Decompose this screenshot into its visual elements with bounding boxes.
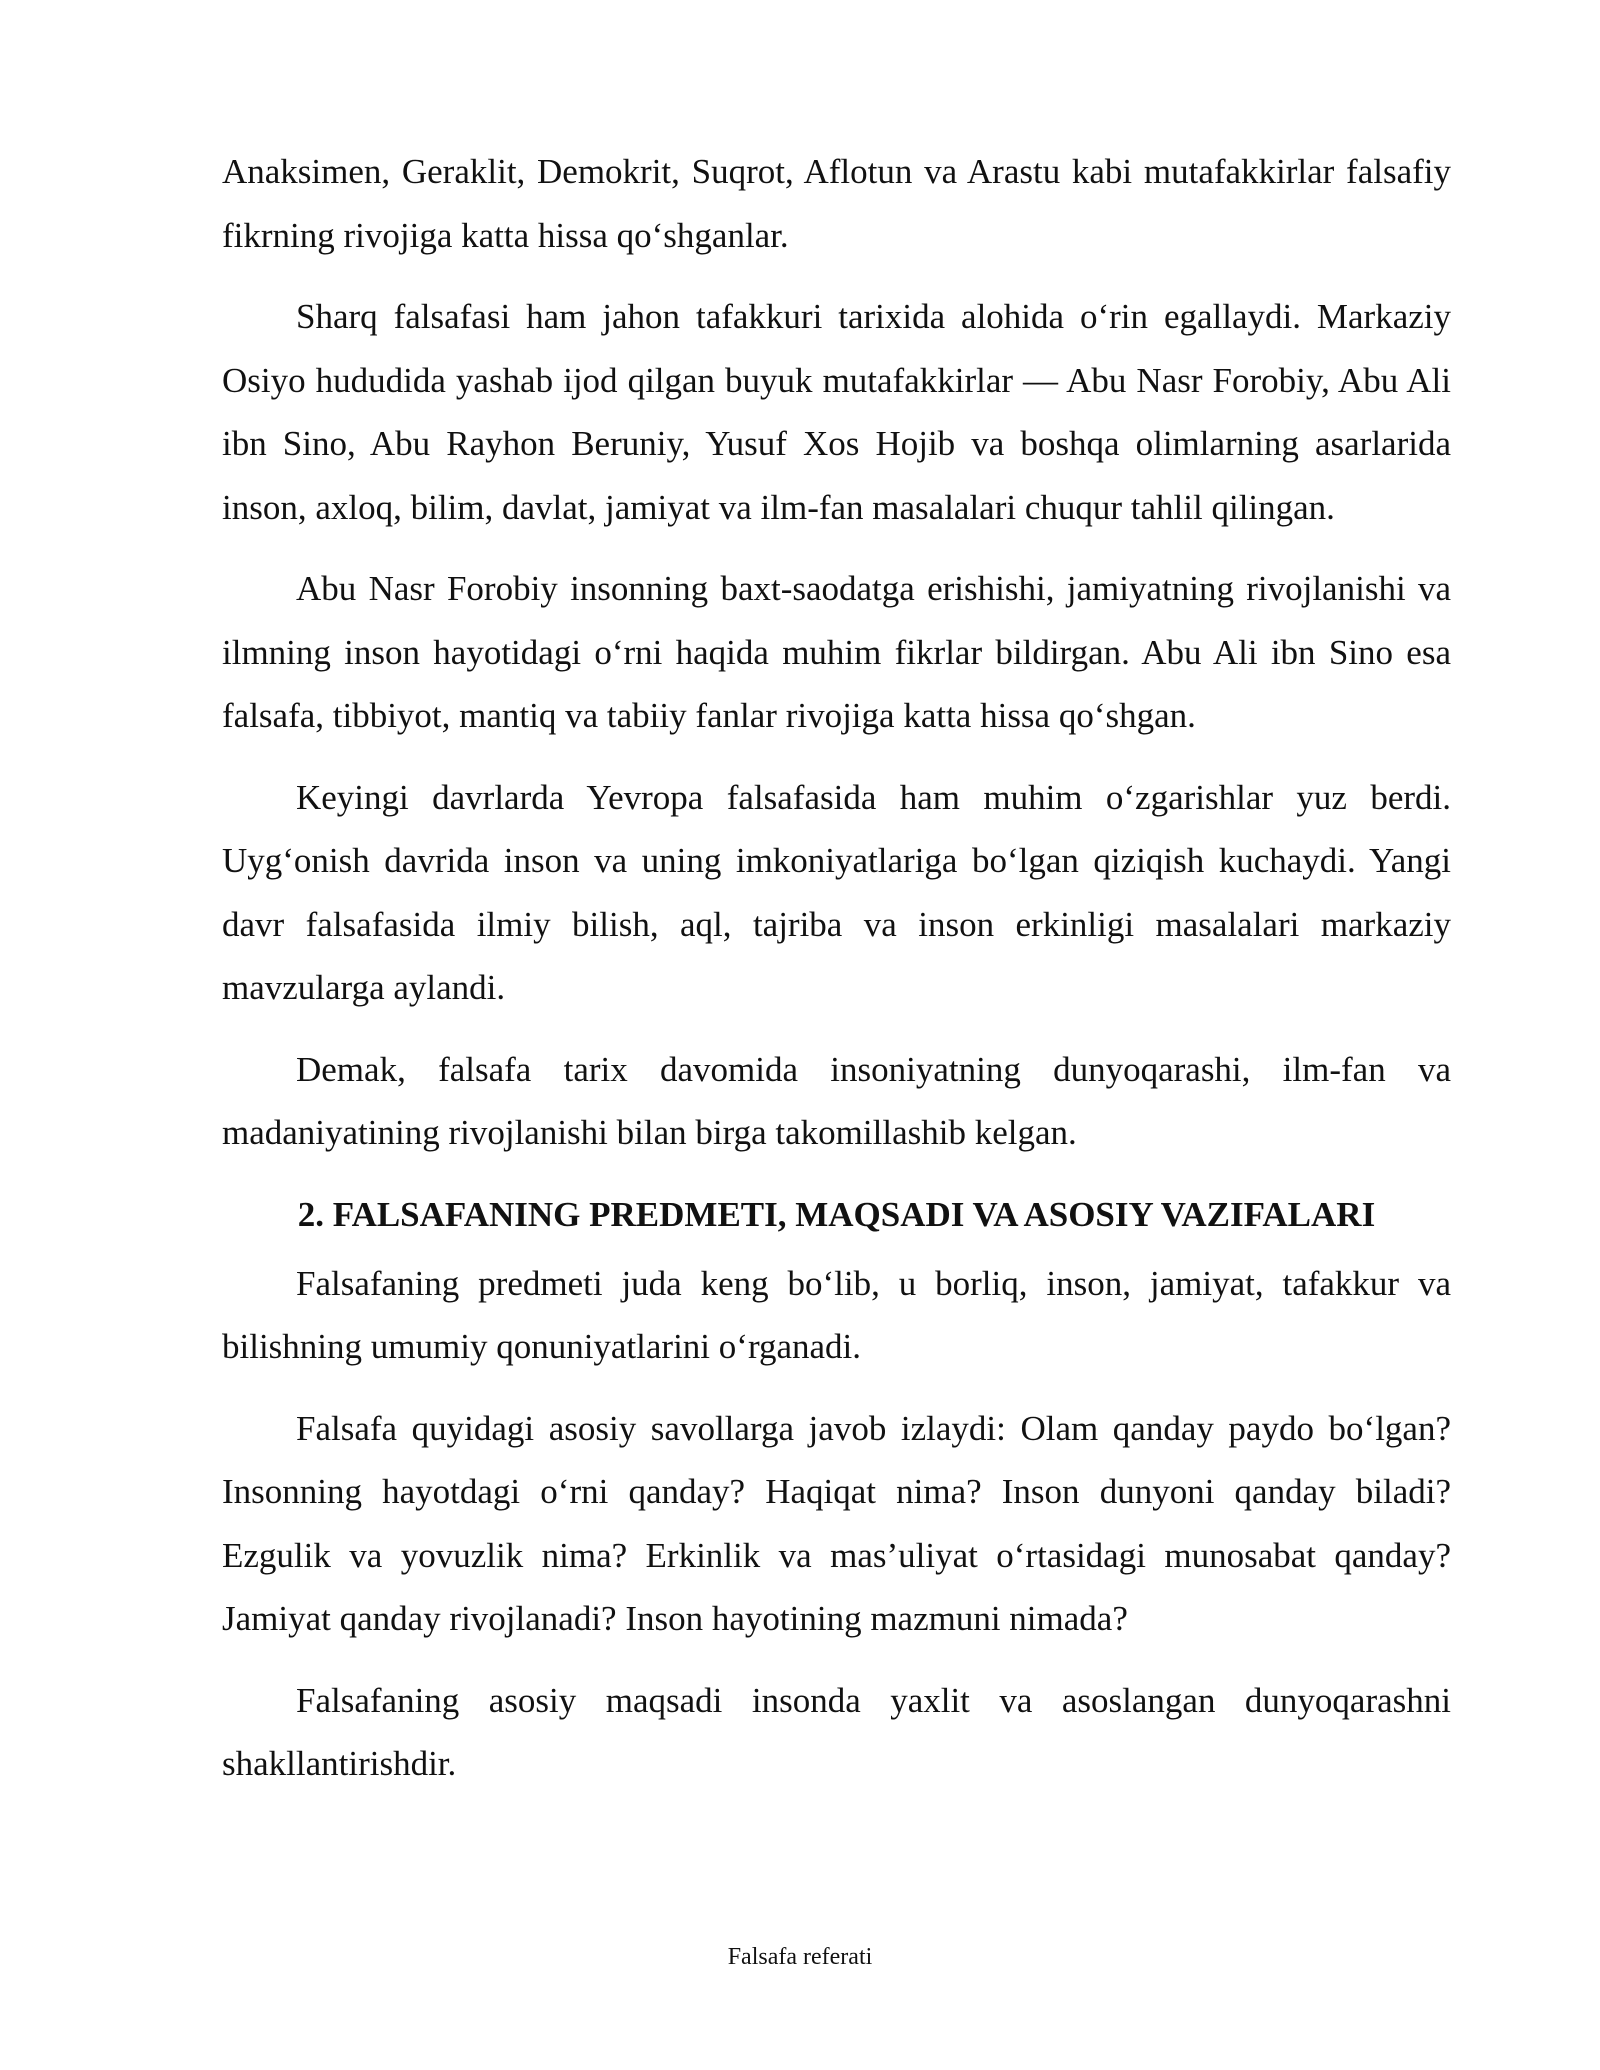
paragraph-eastern-philosophy: Sharq falsafasi ham jahon tafakkuri tarixida alohida o‘rin egallaydi. Markaziy Osiyo hududida yashab ijod qilgan buyuk mutafakkirlar — Abu Nasr Forobiy, Abu Ali ibn Sino, Abu Rayhon Beruniy, Yusuf Xos Hojib va boshqa olimlarning asarlarida inson, axloq, bilim, davlat, jamiyat va ilm-fan masalalari chuqur tahlil qilingan.	[222, 297, 1451, 527]
paragraph-questions: Falsafa quyidagi asosiy savollarga javob izlaydi: Olam qanday paydo bo‘lgan? Insonning hayotdagi o‘rni qanday? Haqiqat nima? Inson dunyoni qanday biladi? Ezgulik va yovuzlik nima? Erkinlik va mas’uliyat o‘rtasidagi munosabat qanday? Jamiyat qanday rivojlanadi? Inson hayotining mazmuni nimada?	[222, 1408, 1451, 1638]
paragraph-european-philosophy: Keyingi davrlarda Yevropa falsafasida ham muhim o‘zgarishlar yuz berdi. Uyg‘onish davrida inson va uning imkoniyatlariga bo‘lgan qiziqish kuchaydi. Yangi davr falsafasida ilmiy bilish, aql, tajriba va inson erkinligi masalalari markaziy mavzularga aylandi.	[222, 777, 1451, 1007]
paragraph-conclusion: Demak, falsafa tarix davomida insoniyatning dunyoqarashi, ilm-fan va madaniyatining rivojlanishi bilan birga takomillashib kelgan.	[222, 1049, 1451, 1152]
paragraph-goal: Falsafaning asosiy maqsadi insonda yaxlit va asoslangan dunyoqarashni shakllantirishdir.	[222, 1680, 1451, 1783]
section-heading: 2. FALSAFANING PREDMETI, MAQSADI VA ASOSIY VAZIFALARI	[297, 1194, 1376, 1234]
paragraph-continuation: Anaksimen, Geraklit, Demokrit, Suqrot, Aflotun va Arastu kabi mutafakkirlar falsafiy fikrning rivojiga katta hissa qo‘shganlar.	[222, 152, 1451, 255]
paragraph-forobiy: Abu Nasr Forobiy insonning baxt-saodatga erishishi, jamiyatning rivojlanishi va ilmning inson hayotidagi o‘rni haqida muhim fikrlar bildirgan. Abu Ali ibn Sino esa falsafa, tibbiyot, mantiq va tabiiy fanlar rivojiga katta hissa qo‘shgan.	[222, 569, 1451, 735]
paragraph-subject: Falsafaning predmeti juda keng bo‘lib, u borliq, inson, jamiyat, tafakkur va bilishning umumiy qonuniyatlarini o‘rganadi.	[222, 1263, 1451, 1366]
document-body	[222, 140, 1451, 1814]
page-footer: Falsafa referati	[727, 1944, 873, 1970]
